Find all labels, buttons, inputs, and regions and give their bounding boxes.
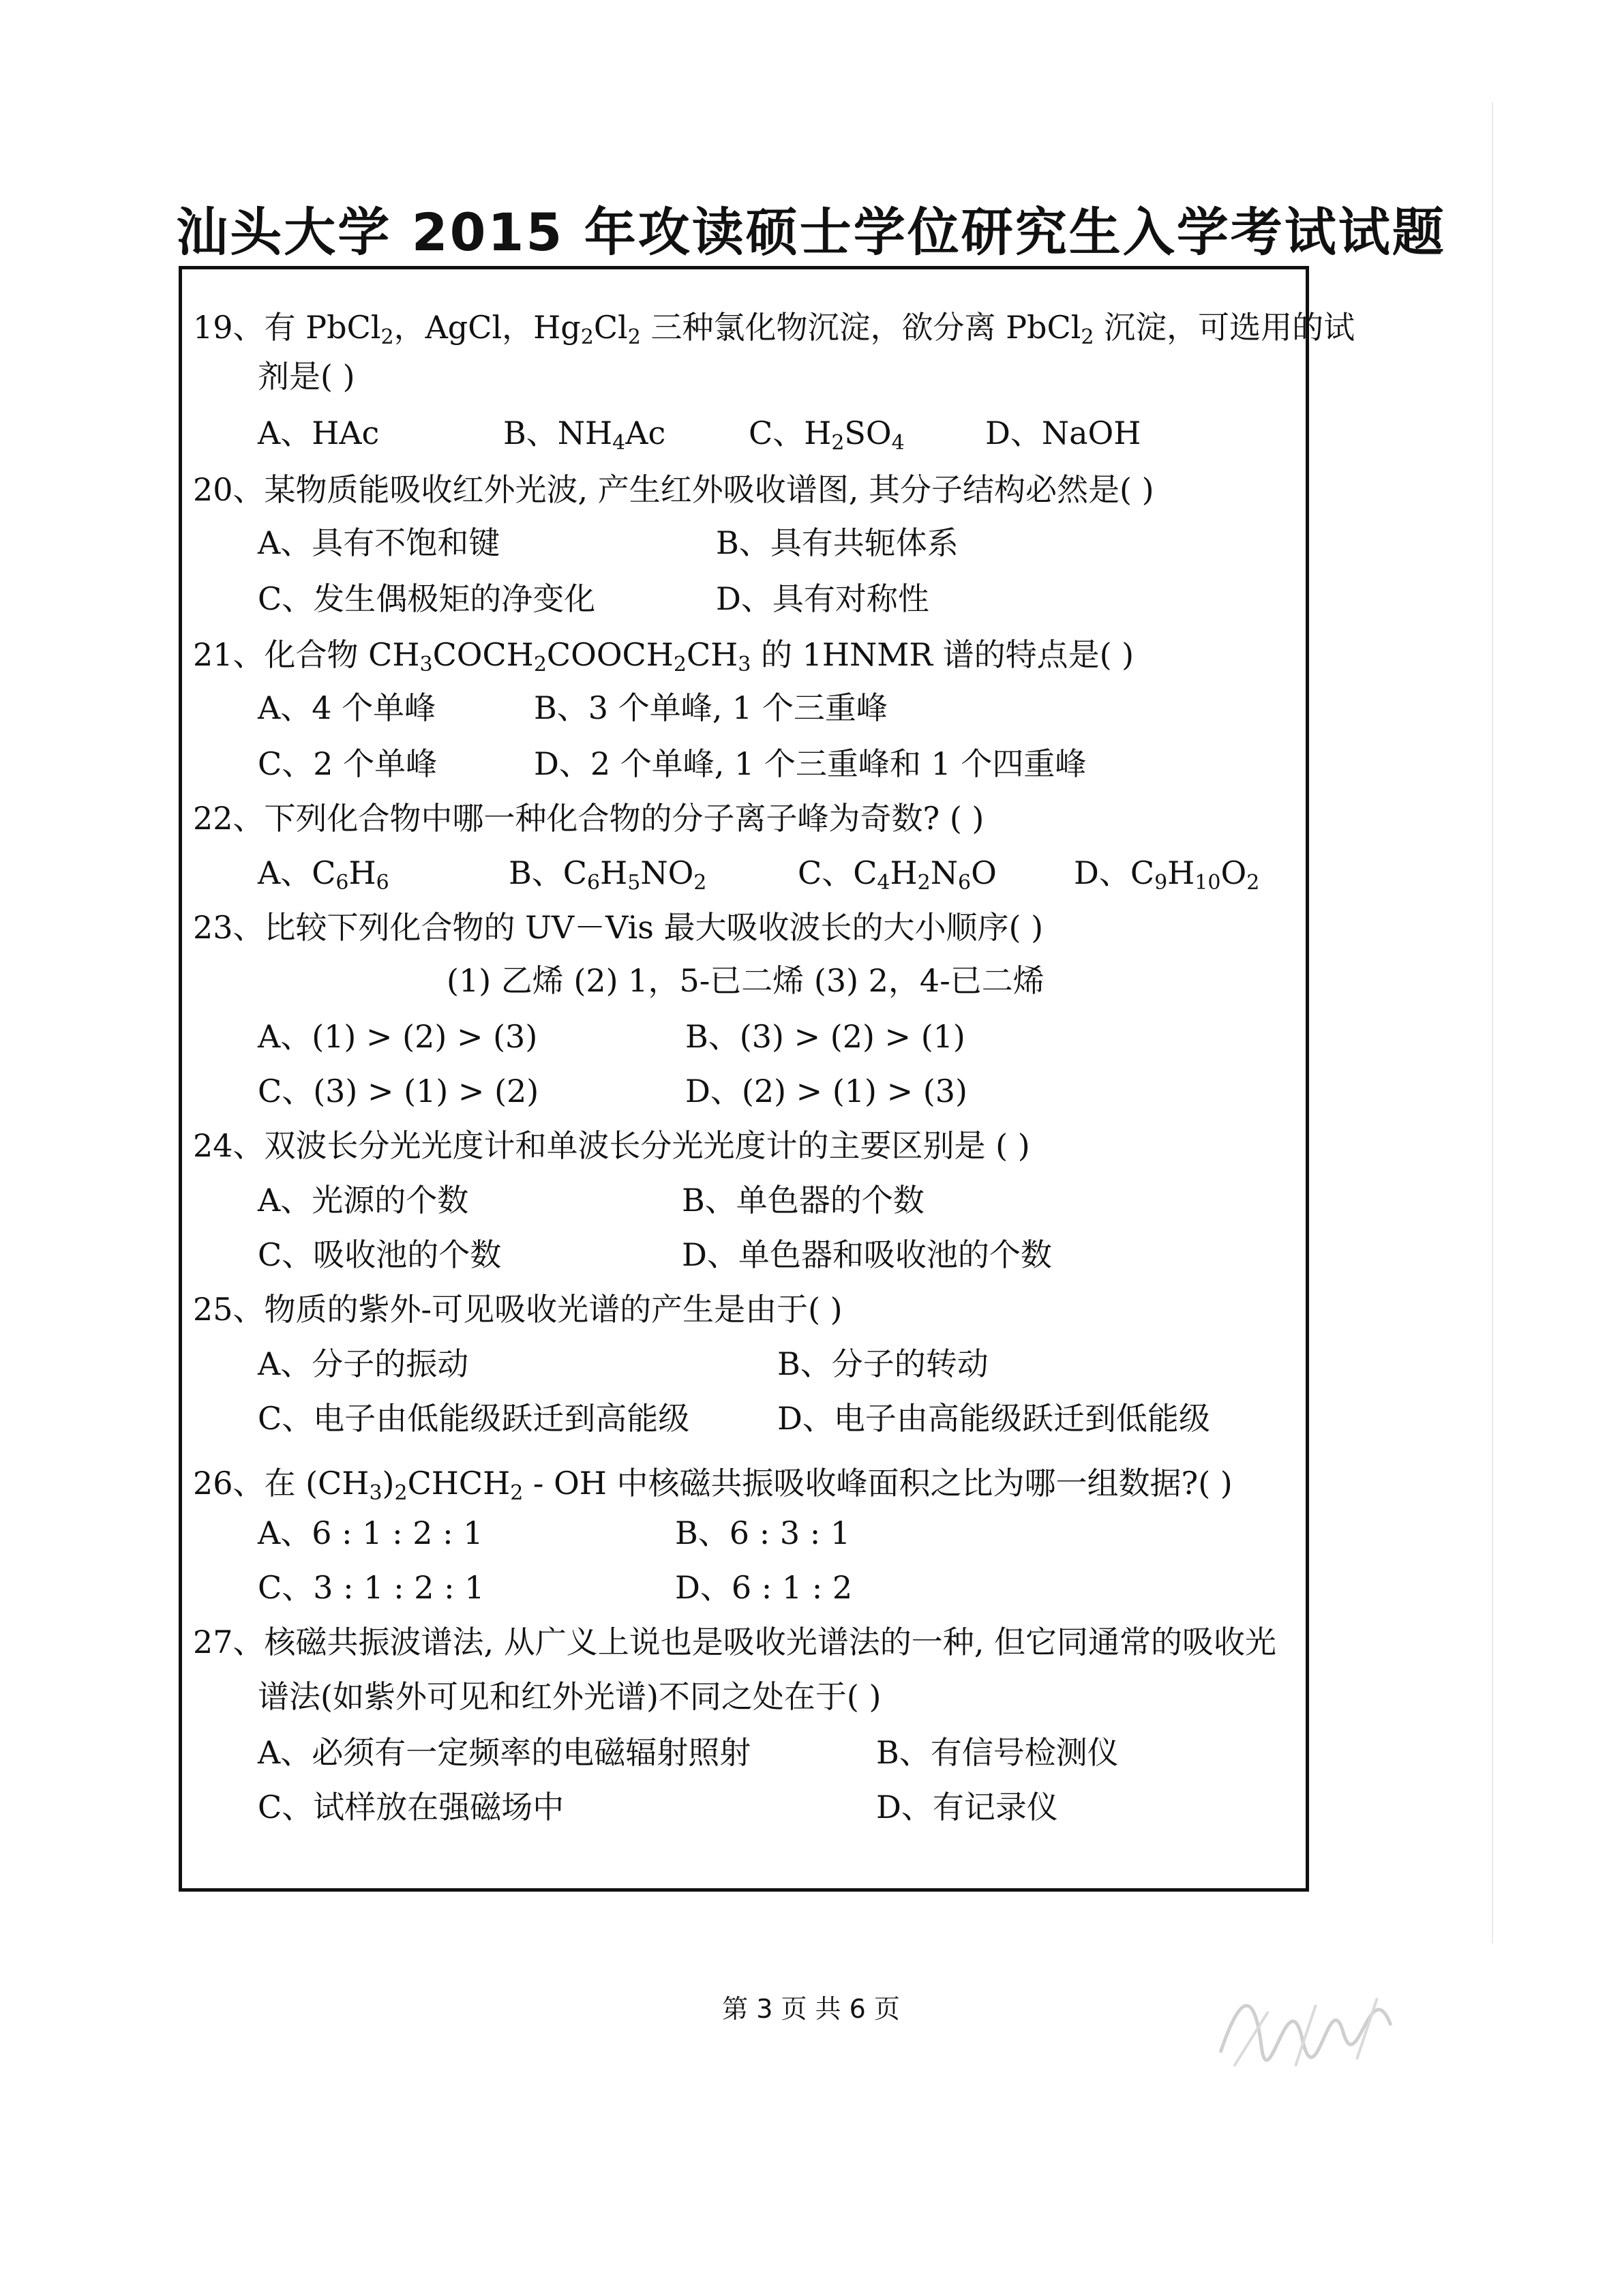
question-22-option-d: D、$C_9H_{10}O_2$ xyxy=(1074,854,1260,895)
question-20-option-b: B、具有共轭体系 xyxy=(716,524,959,561)
question-26-option-b: B、6 : 3 : 1 xyxy=(675,1515,851,1551)
question-23-option-b: B、(3) > (2) > (1) xyxy=(685,1018,965,1055)
pencil-scribble-mark xyxy=(1214,1950,1418,2087)
question-23-option-a: A、(1) > (2) > (3) xyxy=(258,1018,538,1055)
question-19-option-b: B、$NH_4Ac$ xyxy=(503,415,666,455)
question-23-option-c: C、(3) > (1) > (2) xyxy=(258,1073,539,1109)
page-number: 第 3 页 共 6 页 xyxy=(722,1994,900,2024)
question-24-option-a: A、光源的个数 xyxy=(258,1182,469,1219)
question-27-stem-cont: 谱法(如紫外可见和红外光谱)不同之处在于( ) xyxy=(258,1678,882,1715)
question-19-option-d: D、NaOH xyxy=(985,415,1141,451)
question-25-option-a: A、分子的振动 xyxy=(258,1345,469,1382)
question-21-stem: 21、化合物 $CH_3COCH_2COOCH_2CH_3$ 的 1HNMR 谱的特点是( ) xyxy=(193,636,1135,676)
question-25-option-c: C、电子由低能级跃迁到高能级 xyxy=(258,1400,690,1437)
question-22-stem: 22、下列化合物中哪一种化合物的分子离子峰为奇数? ( ) xyxy=(193,800,985,837)
question-23-stem: 23、比较下列化合物的 UV－Vis 最大吸收波长的大小顺序( ) xyxy=(193,909,1044,946)
question-20-stem: 20、某物质能吸收红外光波, 产生红外吸收谱图, 其分子结构必然是( ) xyxy=(193,471,1154,508)
question-23-compounds: (1) 乙烯 (2) 1，5-已二烯 (3) 2，4-已二烯 xyxy=(447,962,1045,999)
question-25-option-b: B、分子的转动 xyxy=(777,1345,989,1382)
question-22-option-c: C、$C_4H_2N_6O$ xyxy=(798,854,997,895)
question-25-option-d: D、电子由高能级跃迁到低能级 xyxy=(777,1400,1210,1437)
page-title: 汕头大学 2015 年攻读硕士学位研究生入学考试试题 xyxy=(176,202,1446,263)
scan-edge-line xyxy=(1492,102,1493,1943)
question-21-option-c: C、2 个单峰 xyxy=(258,745,438,782)
question-26-stem: 26、在 $(CH_3)_2CHCH_2$ - OH 中核磁共振吸收峰面积之比为哪一组数据?( ) xyxy=(193,1465,1233,1505)
question-22-option-a: A、$C_6H_6$ xyxy=(258,854,389,895)
question-21-option-b: B、3 个单峰, 1 个三重峰 xyxy=(534,689,888,726)
question-19-option-a: A、HAc xyxy=(258,415,380,451)
question-23-option-d: D、(2) > (1) > (3) xyxy=(685,1073,967,1109)
question-24-option-b: B、单色器的个数 xyxy=(682,1182,925,1219)
question-26-option-c: C、3 : 1 : 2 : 1 xyxy=(258,1569,485,1606)
question-26-option-a: A、6 : 1 : 2 : 1 xyxy=(258,1515,483,1551)
question-27-option-a: A、必须有一定频率的电磁辐射照射 xyxy=(258,1734,751,1771)
question-20-option-d: D、具有对称性 xyxy=(716,580,929,617)
question-22-option-b: B、$C_6H_5NO_2$ xyxy=(509,854,707,895)
question-21-option-d: D、2 个单峰, 1 个三重峰和 1 个四重峰 xyxy=(534,745,1087,782)
question-24-option-d: D、单色器和吸收池的个数 xyxy=(682,1236,1052,1273)
question-20-option-a: A、具有不饱和键 xyxy=(258,524,500,561)
question-19-stem: 19、有 PbCl$_2$，AgCl，$Hg_2Cl_2$ 三种氯化物沉淀，欲分离 PbCl$_2$ 沉淀，可选用的试 xyxy=(193,309,1355,349)
question-19-stem-cont: 剂是( ) xyxy=(258,358,355,395)
question-27-option-d: D、有记录仪 xyxy=(876,1789,1058,1825)
question-24-stem: 24、双波长分光光度计和单波长分光光度计的主要区别是 ( ) xyxy=(193,1127,1030,1164)
question-19-option-c: C、$H_2SO_4$ xyxy=(749,415,905,455)
question-24-option-c: C、吸收池的个数 xyxy=(258,1236,502,1273)
question-20-option-c: C、发生偶极矩的净变化 xyxy=(258,580,596,617)
question-27-option-b: B、有信号检测仪 xyxy=(876,1734,1119,1771)
question-26-option-d: D、6 : 1 : 2 xyxy=(675,1569,853,1606)
question-25-stem: 25、物质的紫外-可见吸收光谱的产生是由于( ) xyxy=(193,1291,843,1328)
question-27-stem: 27、核磁共振波谱法, 从广义上说也是吸收光谱法的一种, 但它同通常的吸收光 xyxy=(193,1624,1277,1660)
question-21-option-a: A、4 个单峰 xyxy=(258,689,436,726)
question-27-option-c: C、试样放在强磁场中 xyxy=(258,1789,565,1825)
